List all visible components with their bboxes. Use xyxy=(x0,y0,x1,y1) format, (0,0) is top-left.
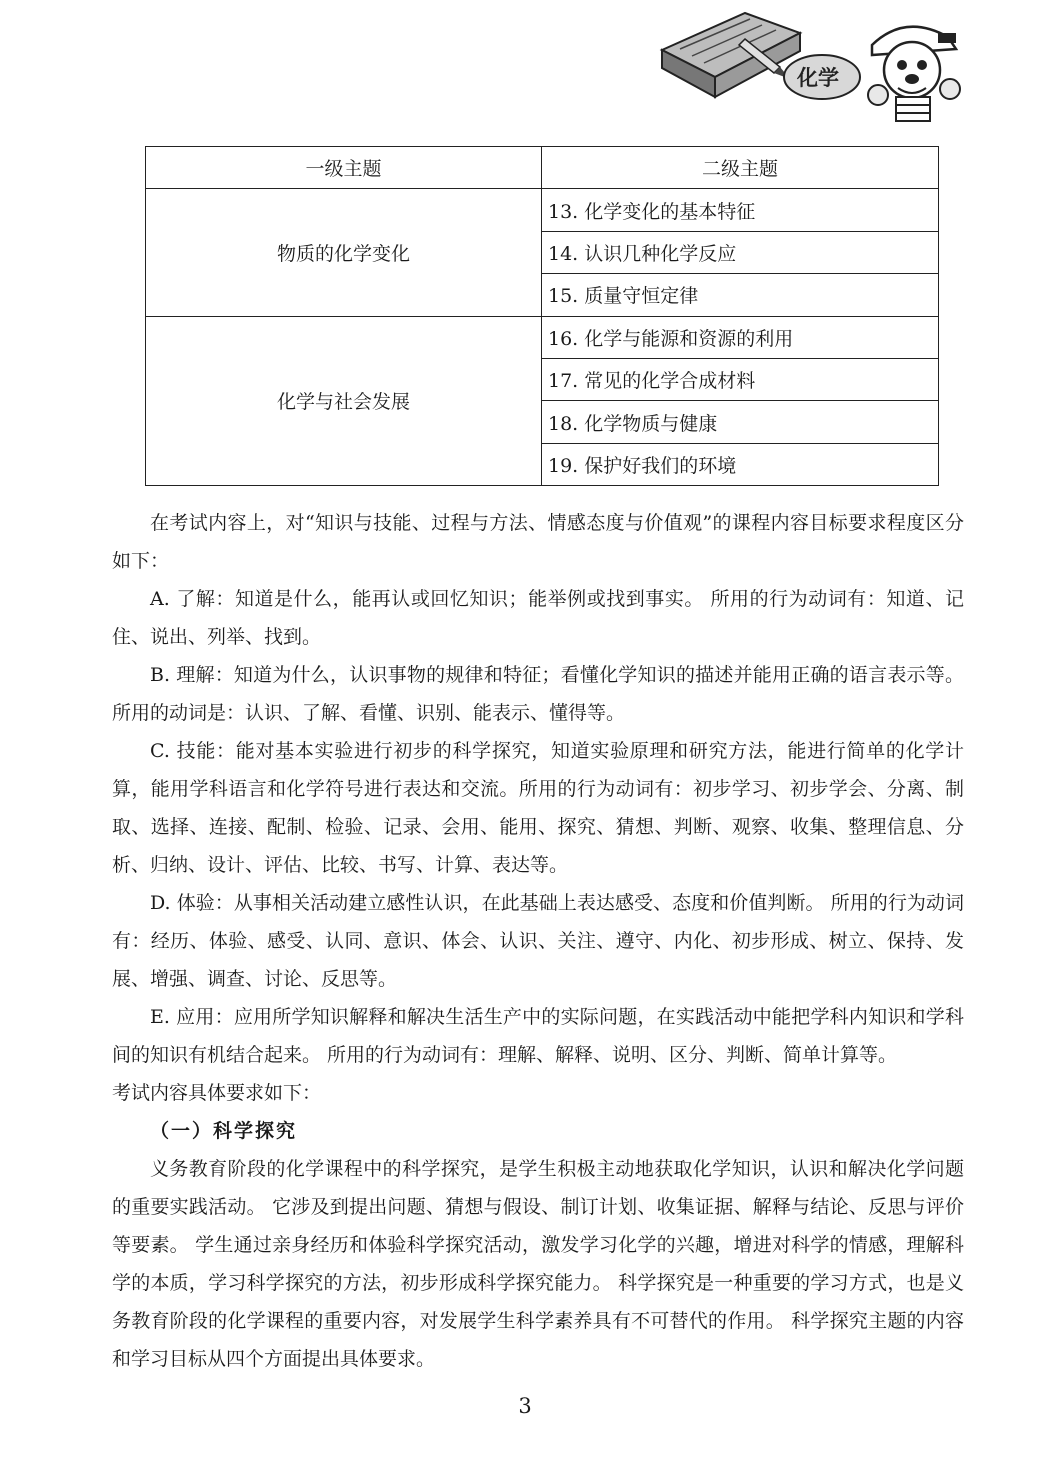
intro-paragraph: 在考试内容上，对“知识与技能、过程与方法、情感态度与价值观”的课程内容目标要求程度区分如下： xyxy=(112,512,964,572)
cartoon-mascot-icon xyxy=(868,27,960,121)
table-row xyxy=(146,189,939,231)
level-a-paragraph: A. 了解：知道是什么，能再认或回忆知识；能举例或找到事实。 所用的行为动词有：知道、记住、说出、列举、找到。 xyxy=(112,588,964,648)
level2-topic: 16. 化学与能源和资源的利用 xyxy=(542,316,939,358)
page-number: 3 xyxy=(518,1394,532,1418)
level-b-paragraph: B. 理解：知道为什么，认识事物的规律和特征；看懂化学知识的描述并能用正确的语言表示等。 所用的动词是：认识、了解、看懂、识别、能表示、懂得等。 xyxy=(112,664,964,724)
level2-topic: 19. 保护好我们的环境 xyxy=(542,443,939,485)
table-header-level1: 一级主题 xyxy=(146,147,542,189)
table-header-level2: 二级主题 xyxy=(542,147,939,189)
level2-topic: 18. 化学物质与健康 xyxy=(542,401,939,443)
level2-topic: 13. 化学变化的基本特征 xyxy=(542,189,939,231)
level1-topic: 物质的化学变化 xyxy=(146,189,542,316)
section-heading: （一）科学探究 xyxy=(150,1120,298,1142)
table-row xyxy=(146,316,939,358)
table-header-row xyxy=(146,147,939,189)
book-pen-icon xyxy=(662,13,800,97)
level-c-paragraph: C. 技能：能对基本实验进行初步的科学探究，知道实验原理和研究方法，能进行简单的化学计算，能用学科语言和化学符号进行表达和交流。所用的行为动词有：初步学习、初步学会、分离、制取、选择、连接、配制、检验、记录、会用、能用、探究、猜想、判断、观察、收集、整理信息、分析、归纳、设计、评估、比较、书写、计算、表达等。 xyxy=(112,740,964,876)
section-paragraph: 义务教育阶段的化学课程中的科学探究，是学生积极主动地获取化学知识，认识和解决化学问题的重要实践活动。 它涉及到提出问题、猜想与假设、制订计划、收集证据、解释与结论、反思与评价等要素。 学生通过亲身经历和体验科学探究活动，激发学习化学的兴趣，增进对科学的情感，理解科学的本质，学习科学探究的方法，初步形成科学探究能力。 科学探究是一种重要的学习方式，也是义务教育阶段的化学课程的重要内容，对发展学生科学素养具有不可替代的作用。 科学探究主题的内容和学习目标从四个方面提出具体要求。 xyxy=(112,1158,964,1370)
lead-out-line: 考试内容具体要求如下： xyxy=(112,1082,322,1104)
header-badge-text: 化学 xyxy=(797,66,839,90)
level2-topic: 14. 认识几种化学反应 xyxy=(542,231,939,273)
body-text xyxy=(112,504,964,1378)
level1-topic: 化学与社会发展 xyxy=(146,316,542,486)
topic-table xyxy=(145,146,939,486)
level-d-paragraph: D. 体验：从事相关活动建立感性认识，在此基础上表达感受、态度和价值判断。 所用的行为动词有：经历、体验、感受、认同、意识、体会、认识、关注、遵守、内化、初步形成、树立、保持、发展、增强、调查、讨论、反思等。 xyxy=(112,892,964,990)
level-e-paragraph: E. 应用：应用所学知识解释和解决生活生产中的实际问题，在实践活动中能把学科内知识和学科间的知识有机结合起来。 所用的行为动词有：理解、解释、说明、区分、判断、简单计算等。 xyxy=(112,1006,964,1066)
level2-topic: 15. 质量守恒定律 xyxy=(542,274,939,316)
level2-topic: 17. 常见的化学合成材料 xyxy=(542,358,939,400)
